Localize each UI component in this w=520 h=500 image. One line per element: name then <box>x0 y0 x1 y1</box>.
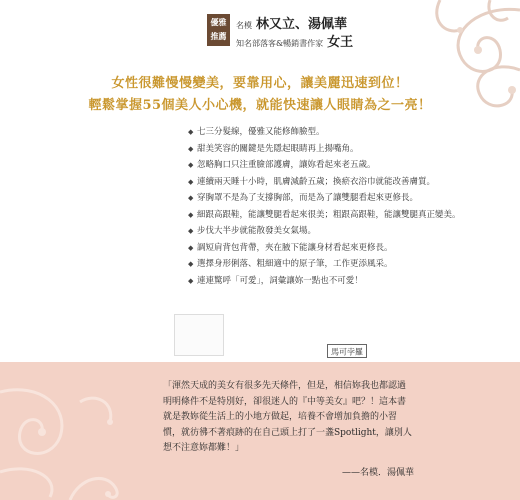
list-item: ◆ 選擇身形俐落、粗細適中的原子筆，工作更添風采。 <box>188 256 461 273</box>
bullet-icon: ◆ <box>188 260 194 268</box>
recommender-label-1: 名模 <box>236 21 252 30</box>
tips-list <box>188 124 461 289</box>
bullet-icon: ◆ <box>188 144 194 153</box>
bullet-icon: ◆ <box>188 276 194 285</box>
list-item: ◆ 連連驚呼「可愛」，詞彙讓妳一點也不可愛！ <box>188 273 461 290</box>
list-item: ◆ 細跟高跟鞋，能讓雙腿看起來很美；粗跟高跟鞋，能讓雙腿真正變美。 <box>188 207 461 224</box>
list-item: ◆ 七三分髮線，優雅又能修飾臉型。 <box>188 124 461 141</box>
recommender-name-2: 女王 <box>327 35 354 50</box>
recommender-label-2: 知名部落客&暢銷書作家 <box>236 39 324 48</box>
list-item: ◆ 步伐大半步就能散發美女氣場。 <box>188 223 461 240</box>
bullet-icon: ◆ <box>188 194 194 202</box>
recommend-badge-line1: 優雅 <box>210 17 227 27</box>
testimonial-quote: 「渾然天成的美女有很多先天條件，但是，相信妳我也都認過明明條件不是特別好，卻很迷人的『中等美女』吧？！這本書就是教妳從生活上的小地方做起，培養不會增加負擔的小習慣，就彷彿不著痕跡的在自己頭上打了一盞Spotlight，讓別人想不注意妳都難！」 <box>163 381 412 453</box>
recommend-badge-line2: 推薦 <box>210 31 227 41</box>
bullet-icon: ◆ <box>188 128 194 136</box>
bullet-icon: ◆ <box>188 210 194 219</box>
bullet-icon: ◆ <box>188 227 194 235</box>
bullet-icon: ◆ <box>188 177 194 186</box>
bullet-icon: ◆ <box>188 243 194 252</box>
swirl-ornament-bottom <box>0 362 150 500</box>
headline-line-1: 女性很難慢慢變美，要靠用心，讓美麗迅速到位！ <box>111 76 409 91</box>
recommender-name-1: 林又立、湯佩華 <box>256 17 348 32</box>
recommender-line-2 <box>236 31 353 50</box>
list-item: ◆ 忽略胸口只注重臉部護膚，讓妳看起來老五歲。 <box>188 157 461 174</box>
list-item: ◆ 調短肩背包背帶，夾在腋下能讓身材看起來更修長。 <box>188 240 461 257</box>
publisher-logo <box>327 344 367 358</box>
list-item: ◆ 連續兩天睡十小時，肌膚減齡五歲；換瘀衣浴巾就能改善膚質。 <box>188 174 461 191</box>
recommend-badge <box>207 14 230 46</box>
testimonial-author: ——名模．湯佩華 <box>342 468 415 478</box>
recommender-line-1 <box>236 13 347 32</box>
bullet-icon: ◆ <box>188 161 194 169</box>
image-placeholder <box>174 314 224 356</box>
headline-line-2: 輕鬆掌握55個美人小心機，就能快速讓人眼睛為之一亮！ <box>88 98 432 113</box>
list-item: ◆ 甜美笑容的關鍵是先隱起眼睛再上揚嘴角。 <box>188 141 461 158</box>
list-item: ◆ 穿胸罩不是為了支撐胸部，而是為了讓雙腿看起來更修長。 <box>188 190 461 207</box>
publisher-logo-text: 馬可孛羅 <box>331 347 363 357</box>
